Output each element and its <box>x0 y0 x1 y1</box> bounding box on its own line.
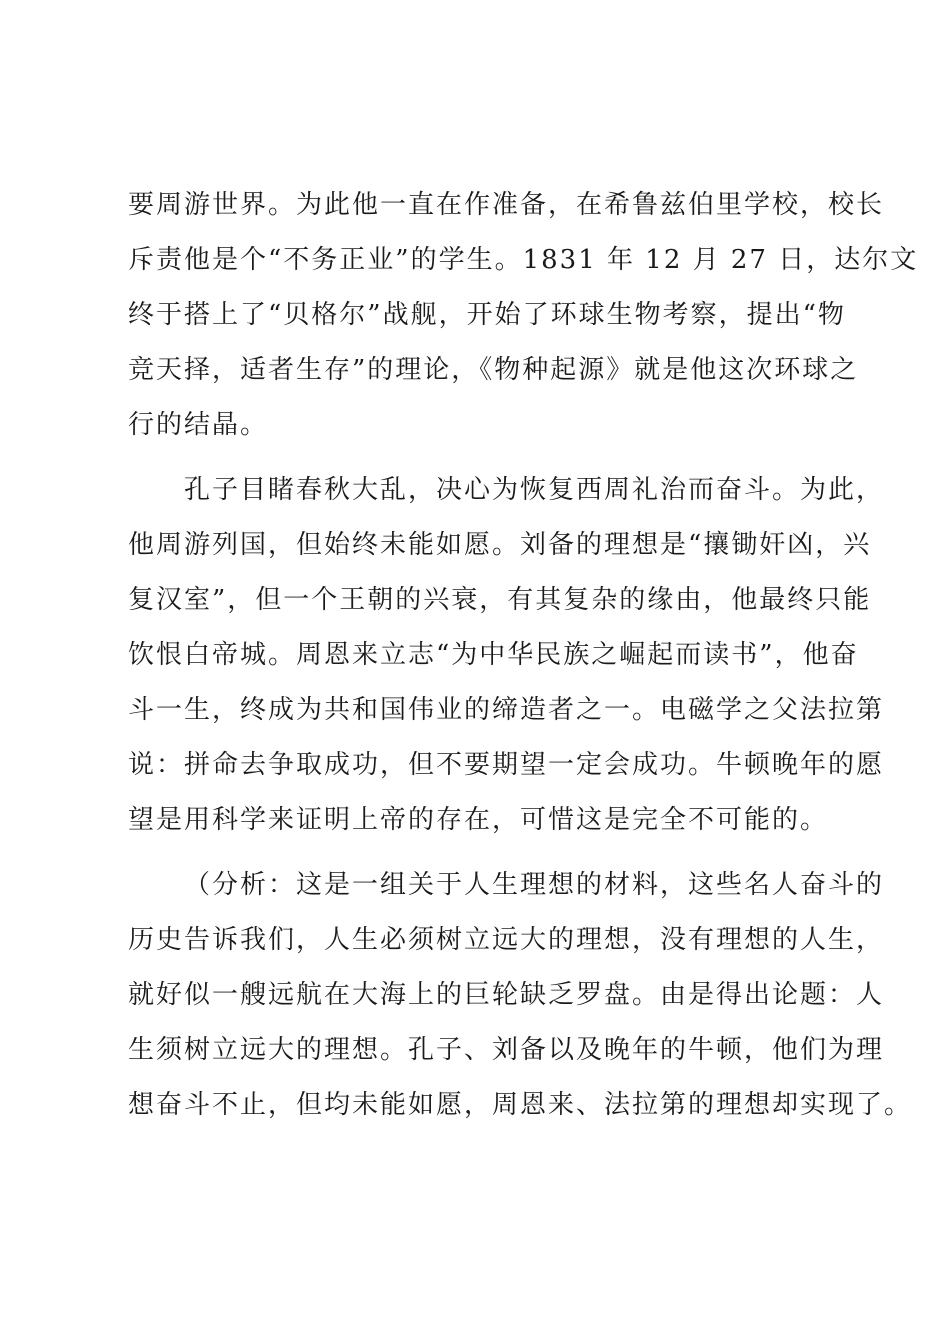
text-line: 说：拼命去争取成功，但不要期望一定会成功。牛顿晚年的愿 <box>128 750 885 780</box>
document-body <box>128 178 919 1133</box>
text-line: 想奋斗不止，但均未能如愿，周恩来、法拉第的理想却实现了。 <box>128 1090 913 1120</box>
text-line: 饮恨白帝城。周恩来立志“为中华民族之崛起而读书”，他奋 <box>128 640 859 670</box>
text-line: 竞天择，适者生存”的理论，《物种起源》就是他这次环球之 <box>128 355 859 385</box>
text-line: 孔子目睹春秋大乱，决心为恢复西周礼治而奋斗。为此， <box>184 475 885 505</box>
text-line: 要周游世界。为此他一直在作准备，在希鲁兹伯里学校，校长 <box>128 190 885 220</box>
text-line: 就好似一艘远航在大海上的巨轮缺乏罗盘。由是得出论题：人 <box>128 980 885 1010</box>
text-line: 望是用科学来证明上帝的存在，可惜这是完全不可能的。 <box>128 805 829 835</box>
paragraph-analysis <box>128 858 913 1133</box>
text-line: 斥责他是个“不务正业”的学生。1831 年 12 月 27 日，达尔文 <box>128 245 919 275</box>
text-line: 生须树立远大的理想。孔子、刘备以及晚年的牛顿，他们为理 <box>128 1035 885 1065</box>
paragraph-spacer <box>128 848 828 858</box>
paragraph-ideals-examples <box>128 463 885 848</box>
paragraph-spacer <box>128 453 828 463</box>
text-line: （分析：这是一组关于人生理想的材料，这些名人奋斗的 <box>184 870 885 900</box>
text-line: 行的结晶。 <box>128 410 269 440</box>
text-line: 他周游列国，但始终未能如愿。刘备的理想是“攘锄奸凶，兴 <box>128 530 872 560</box>
text-line: 终于搭上了“贝格尔”战舰，开始了环球生物考察，提出“物 <box>128 300 846 330</box>
text-line: 历史告诉我们，人生必须树立远大的理想，没有理想的人生， <box>128 925 885 955</box>
text-line: 复汉室”，但一个王朝的兴衰，有其复杂的缘由，他最终只能 <box>128 585 872 615</box>
text-line: 斗一生，终成为共和国伟业的缔造者之一。电磁学之父法拉第 <box>128 695 885 725</box>
paragraph-darwin <box>128 178 919 453</box>
